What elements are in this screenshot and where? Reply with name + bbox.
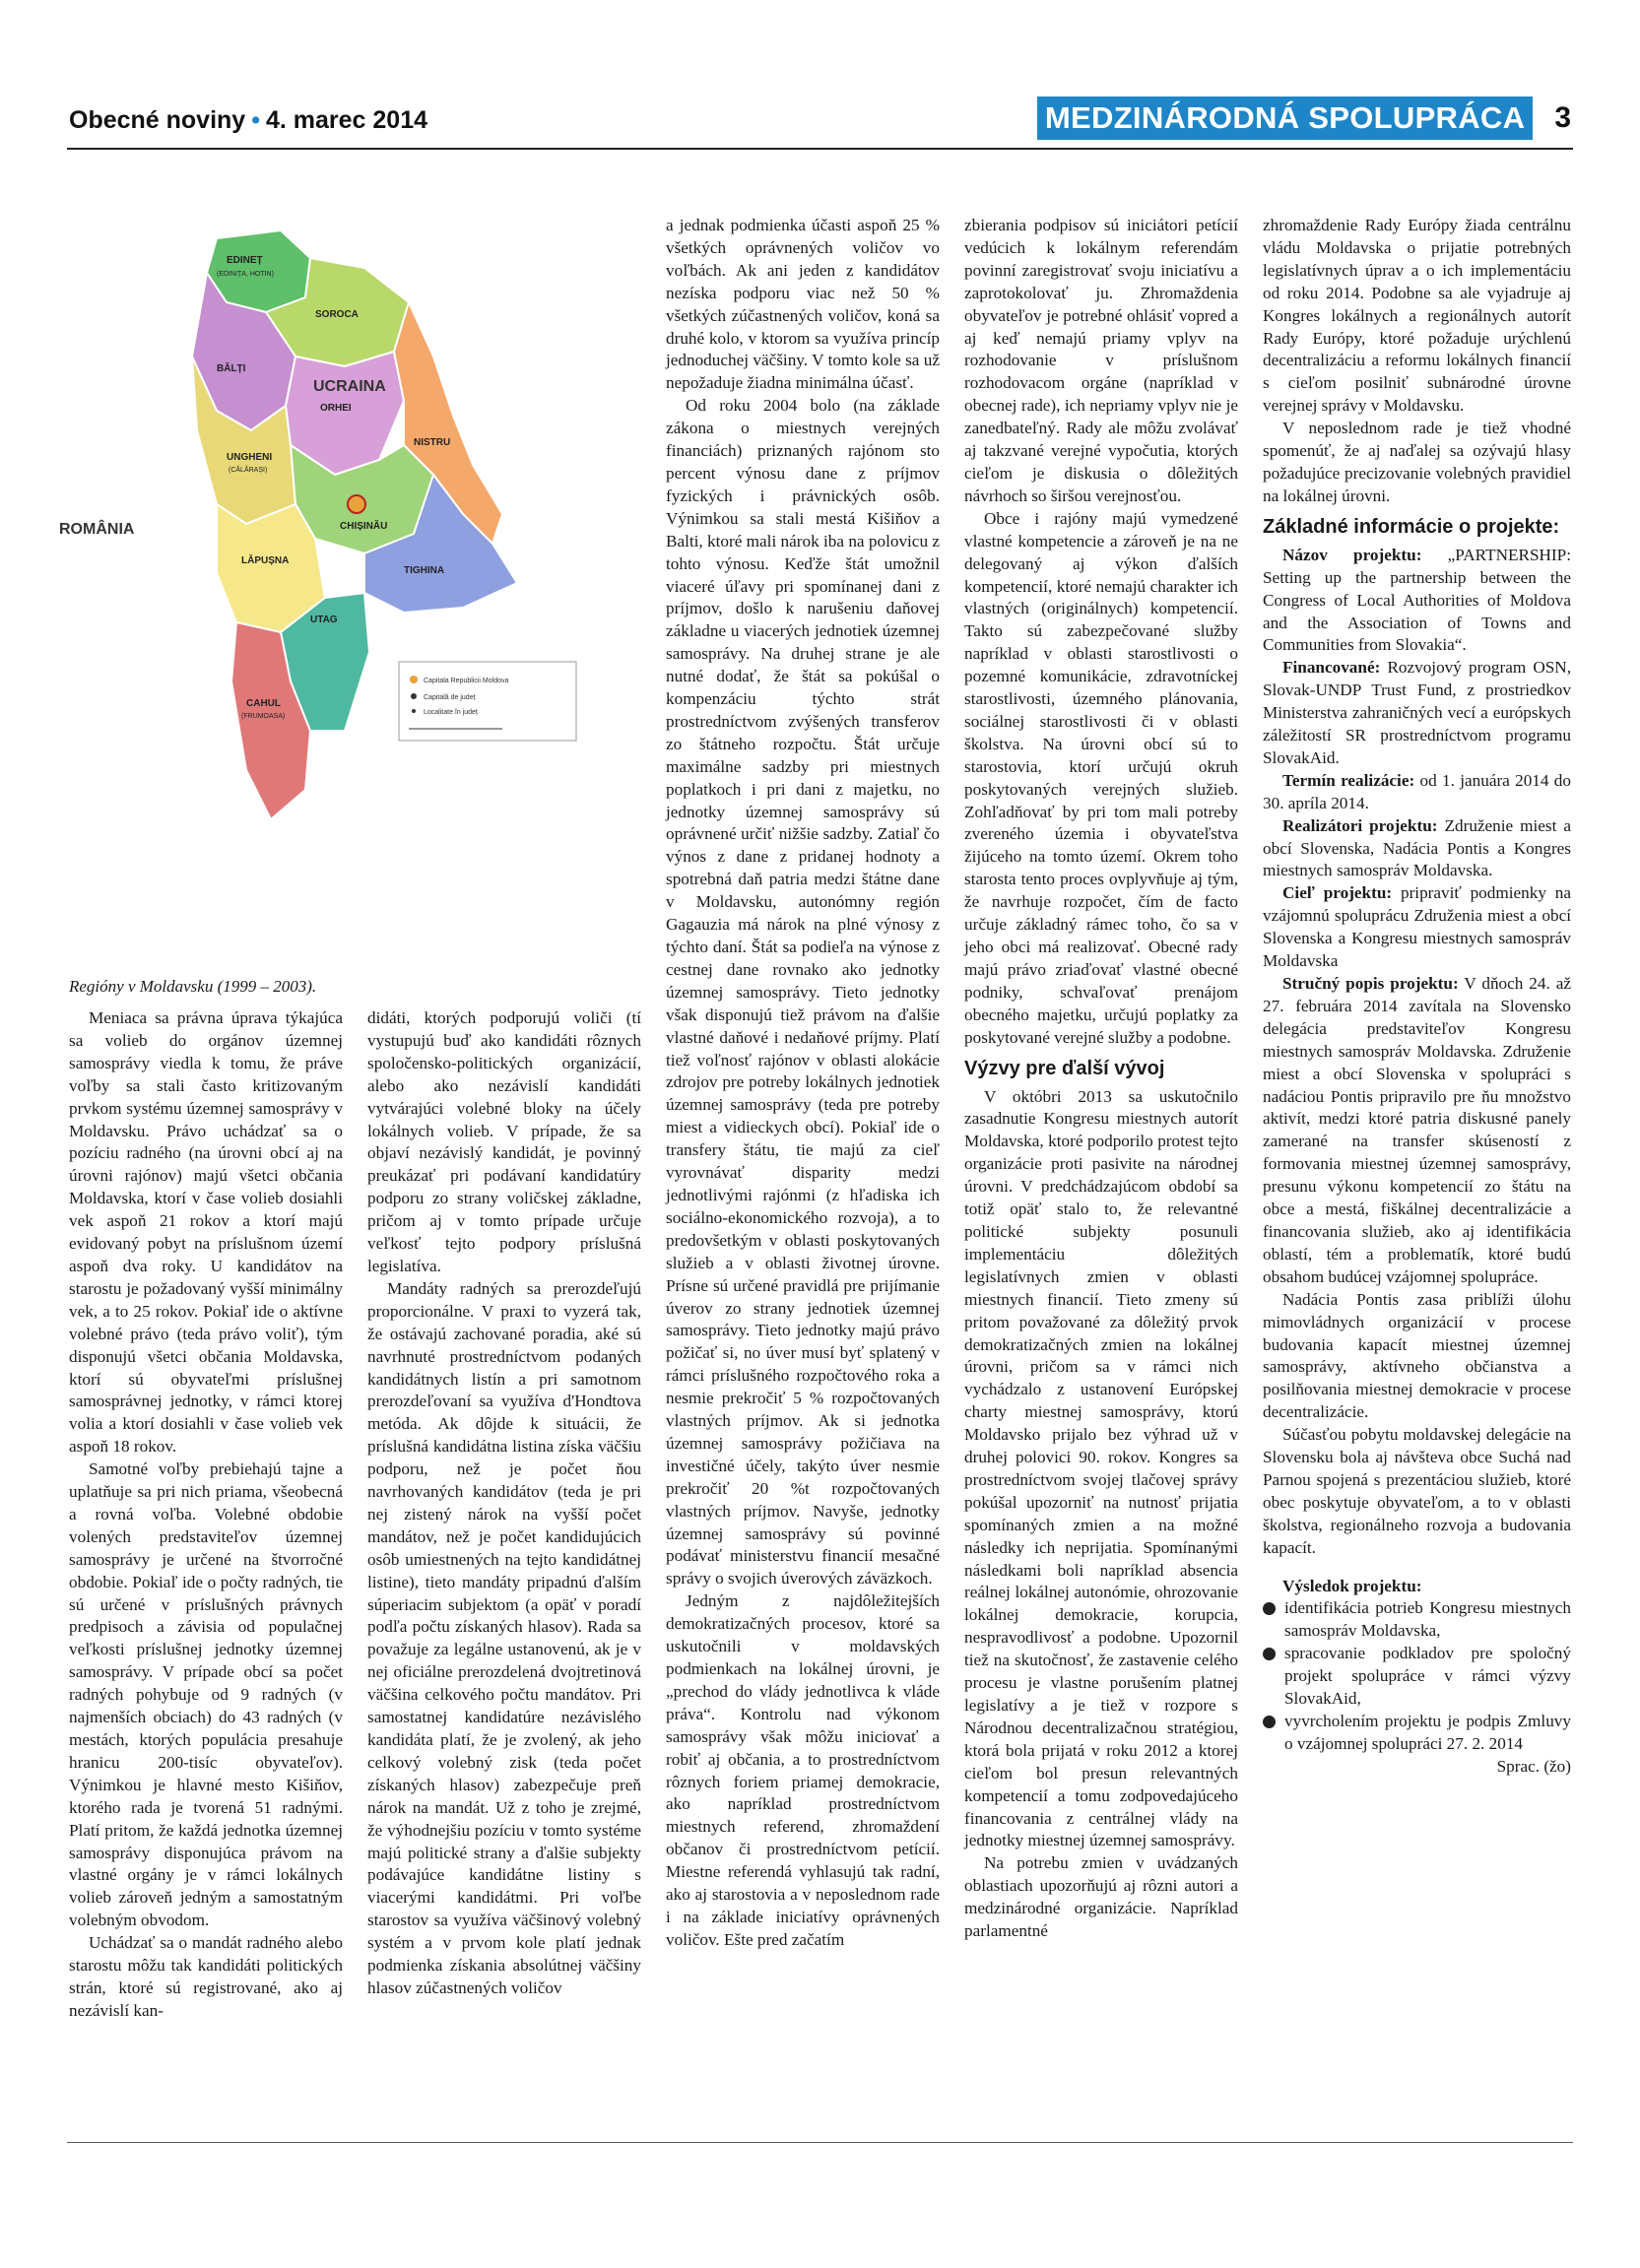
map-label-region-sub: (CĂLĂRAȘI) [229, 467, 268, 474]
info-text: od 1. januára 2014 do 30. apríla 2014. [1263, 770, 1571, 812]
moldova-regions-map [59, 219, 660, 962]
legend-item: Capitala Republicii Moldova [424, 678, 509, 684]
section-header [1037, 97, 1571, 140]
paragraph: Jedným z najdôležitejších demokratizačných procesov, ktoré sa uskutočnili v moldavských podmienkach na lokálnej úrovni, je „prechod do vlády jednotlivca k vláde práva“. Kontrolu nad výkonom samosprávy však môžu iniciovať a robiť aj občania, a to prostredníctvom rôznych foriem priamej demokracie, ako napríklad prostredníctvom miestnych referend, zhromaždení občanov či prostredníctvom petícií. Miestne referendá vyhlasujú tak radní, ako aj starostovia a v neposlednom rade i na základe iniciatívy oprávnených voličov. Ešte pred začatím [666, 1591, 940, 1949]
paragraph: didáti, ktorých podporujú voliči (tí vystupujú buď ako kandidáti rôznych spoločensko-politických organizácií, alebo ako nezávislí kandidáti vytvárajúci volebné bloky na účely lokálnych volieb. V prípade, že sa objaví nezávislý kandidát, je povinný preukázať pri podávaní kandidatúry podporu zo strany voličskej základne, pričom aj v tomto prípade určuje veľkosť tejto podpory príslušná legislatíva. [367, 1008, 641, 1275]
map-legend [399, 662, 576, 741]
result-text: identifikácia potrieb Kongresu miestnych samospráv Moldavska, [1284, 1598, 1571, 1641]
result-text: spracovanie podkladov pre spoločný projekt spolupráce v rámci výzvy SlovakAid, [1284, 1644, 1571, 1709]
legend-item: Localitate în județ [424, 709, 478, 716]
bullet-icon [1263, 1602, 1276, 1615]
signature: Sprac. (žo) [1496, 1756, 1571, 1776]
map-caption: Regióny v Moldavsku (1999 – 2003). [69, 977, 317, 996]
info-text: V dňoch 24. až 27. februára 2014 zavítala na Slovensko delegácia predstaviteľov Kongresu miestnych samospráv Moldavska. Združenie miest a obcí Slovenska v spolupráci s nadáciou Pontis pripravilo pre ňu množstvo aktivít, medzi ktoré patria diskusné panely zamerané na transfer skúseností z formovania miestnej územnej samosprávy, presunu výkonu kompetencií zo štátu na obce a mestá, fiškálnej decentralizácie a financovania služieb, ako aj identifikácia oblastí, tém a problematík, ktoré budú obsahom budúcej vzájomnej spolupráce. [1263, 974, 1571, 1286]
header-rule [67, 148, 1573, 150]
paragraph: Samotné voľby prebiehajú tajne a uplatňuje sa pri nich priama, všeobecná a rovná voľba. Volebné obdobie volených predstaviteľov územnej samosprávy je určené na štvorročné obdobie. Pokiaľ ide o počty radných, tie sú určené v príslušných právnych predpisoch a závisia od populačnej veľkosti príslušnej jednotky územnej samosprávy. V prípade obcí sa počet radných pohybuje od 9 radných (v najmenších obciach) do 43 radných (v mestách, ktorých populácia presahuje hranicu 200-tisíc obyvateľov). Výnimkou je hlavné mesto Kišiňov, ktorého rada je tvorená 51 radnými. Platí pritom, že každá jednotka územnej samosprávy disponujúca právom na vlastné orgány je v rámci lokálnych volieb zároveň jedným a samostatným volebným obvodom. [69, 1459, 343, 1930]
paragraph: Obce i rajóny majú vymedzené vlastné kompetencie a zároveň je na ne delegovaný aj výkon ďalších kompetencií, ktoré nemajú charakter ich vlastných (originálnych) kompetencií. Takto sú zabezpečované služby napríklad v oblasti starostlivosti o pozemné komunikácie, zdravotníckej starostlivosti, územného plánovania, sociálnej starostlivosti či v oblasti školstva. Na úrovni obcí sú to starostovia, ktorí určujú okruh poskytovaných verejných služieb. Zohľadňovať by pri tom mali potreby zvereného územia i obyvateľstva žijúceho na tomto území. Okrem toho starosta tento proces ovplyvňuje aj tým, že navrhuje rozpočet, čím de facto určuje základný rámec toho, čo sa v jeho obci má realizovať. Obecné rady majú právo zriaďovať vlastné obecné podniky, schvaľovať prenájom obecného majetku, určujú poplatky za poskytované verejné služby a podobne. [964, 508, 1238, 1047]
article-column-4 [964, 215, 1238, 1943]
page-number: 3 [1554, 101, 1571, 134]
paragraph: zbierania podpisov sú iniciátori petícií vedúcich k lokálnym referendám povinní zaregistrovať svoju iniciatívu a zaprotokolovať ju. Zhromaždenia obyvateľov je potrebné ohlásiť vopred a aj keď nemajú priamy vplyv na rozhodovanie v príslušnom rozhodovacom orgáne (napríklad v obecnej rade), ich nepriamy vplyv nie je zanedbateľný. Rady ale môžu zvolávať aj takzvané verejné vypočutia, ktorých cieľom je diskusia o dôležitých návrhoch so širšou verejnosťou. [964, 216, 1238, 505]
map-label-region-sub: (EDINIȚA, HOTIN) [217, 271, 274, 278]
footer-rule [67, 2142, 1573, 2143]
masthead [69, 106, 427, 135]
result-item [1263, 1711, 1571, 1756]
info-box-heading: Základné informácie o projekte: [1263, 515, 1560, 538]
map-label-region: EDINEȚ [227, 255, 263, 266]
map-label-region: ORHEI [320, 403, 352, 414]
map-label-country: ROMÂNIA [59, 521, 135, 538]
info-label: Názov projektu: [1282, 545, 1422, 564]
paragraph: V októbri 2013 sa uskutočnilo zasadnutie Kongresu miestnych autorít Moldavska, ktoré podporilo protest tejto organizácie proti pasivite na národnej úrovni. V predchádzajúcom období sa totiž opäť stalo to, že relevantné politické subjekty posunuli implementáciu dôležitých legislatívnych zmien v oblasti miestnych financií. Tieto zmeny sú pritom považované za dôležitý prvok demokratizačných zmien na lokálnej úrovni, pričom sa v rámci nich vychádzalo z ustanovení Európskej charty miestnej samosprávy, ktorú Moldavsko prijalo bez výhrad už v druhej polovici 90. rokov. Kongres sa prostredníctvom svojej tlačovej správy pokúšal upozorniť na nutnosť prijatia spomínaných zmien a na možné následky ich neprijatia. Spomínanými následkami boli napríklad absencia reálnej lokálnej autonómie, ohrozovanie lokálnej demokracie, korupcia, nespravodlivosť a podobne. Upozornil tiež na skutočnosť, že zastavenie celého procesu je vlastne porušením platnej legislatívy a je tiež v rozpore s Národnou decentralizačnou stratégiou, ktorá bola prijatá v roku 2012 a ktorej cieľom bol presun relevantných kompetencií a tomu zodpovedajúceho financovania z centrálnej vlády na jednotky miestnej územnej samosprávy. [964, 1086, 1238, 1850]
section-title: MEDZINÁRODNÁ SPOLUPRÁCA [1037, 97, 1533, 140]
paragraph: Na potrebu zmien v uvádzaných oblastiach upozorňujú aj rôzni autori a medzinárodné organizácie. Napríklad parlamentné [964, 1853, 1238, 1941]
info-text: Združenie miest a obcí Slovenska, Nadácia Pontis a Kongres miestnych samospráv Moldavska. [1263, 815, 1571, 880]
result-item [1263, 1643, 1571, 1711]
info-text: „PARTNERSHIP: Setting up the partnership between the Congress of Local Authorities of Moldova and the Association of Towns and Communities from Slovakia“. [1263, 545, 1571, 655]
info-label: Termín realizácie: [1282, 770, 1415, 790]
info-item [1263, 815, 1571, 883]
paragraph: zhromaždenie Rady Európy žiada centrálnu vládu Moldavska o prijatie potrebných legislatívnych úprav a o ich implementáciu od roku 2014. Podobne sa ale vyjadruje aj Kongres lokálnych a regionálnych autorít Rady Európy, ktoré požaduje urýchlenú decentralizáciu a reformu lokálnych financií s cieľom posilniť subnárodné úrovne verejnej správy v Moldavsku. [1263, 216, 1571, 416]
info-item [1263, 545, 1571, 658]
section-heading: Výzvy pre ďalší vývoj [964, 1057, 1165, 1079]
legend-item: Capitală de județ [424, 694, 476, 701]
result-label: Výsledok projektu: [1282, 1576, 1422, 1595]
info-item [1263, 770, 1571, 815]
map-label-region-sub: (FRUMOASA) [241, 713, 286, 720]
map-label-region: UNGHENI [227, 452, 273, 463]
paragraph: Nadácia Pontis zasa priblíži úlohu mimovládnych organizácií v procese budovania kapacít miestnej územnej samosprávy, aktívneho občianstva a posilňovania miestnej demokracie v procese decentralizácie. [1263, 1289, 1571, 1422]
map-label-country: UCRAINA [313, 378, 386, 395]
map-label-region: TIGHINA [404, 565, 445, 576]
paragraph: Od roku 2004 bolo (na základe zákona o miestnych verejných financiách) priznaných rajónom sto percent výnosu dane z príjmov fyzických i právnických osôb. Výnimkou sa stali mestá Kišiňov a Balti, ktoré mali nárok iba na polovicu z tohto výnosu. Keďže štát umožnil viaceré úľavy pri spomínanej dani z príjmov, došlo k narušeniu daňovej základne u viacerých jednotiek územnej samosprávy. Na druhej strane je ale nutné dodať, že štát sa pokúšal o kompenzáciu týchto strát prostredníctvom zvýšených transferov zo štátneho rozpočtu. Štát určuje maximálne sadzby pri miestnych poplatkoch i pri dani z majetku, no jednotky územnej samosprávy sú oprávnené určiť nižšie sadzby. Zatiaľ čo výnos z dane z pridanej hodnoty a spotrebná daň patria medzi štátne dane v Moldavsku, autonómny región Gagauzia má nárok na plné výnosy z týchto daní. Štát sa podieľa na výnose z cestnej dane rovnako ako jednotky územnej samosprávy. Tieto jednotky však disponujú tiež právom na ďalšie vlastné daňové i nedaňové príjmy. Platí tiež voľnosť rajónov v oblasti alokácie zdrojov pre potreby lokálnych jednotiek územnej samosprávy (teda pre potreby miest a vidieckych obcí). Pokiaľ ide o transfery štátu, tie majú za cieľ vyrovnávať disparity medzi jednotlivými rajónmi (z hľadiska ich sociálno-ekonomického rozvoja), a to predovšetkým v oblasti poskytovaných služieb a v oblasti životnej úrovne. Prísne sú určené pravidlá pre prijímanie úverov zo strany jednotiek územnej samosprávy. Tieto jednotky majú právo požičať si, no úver musí byť splatený v rámci príslušného rozpočtového roka a nesmie prekročiť 5 % rozpočtovaných vlastných príjmov. Ak si jednotka územnej samosprávy požičiava na investičné účely, takýto úver nesmie prekročiť 20 %t rozpočtovaných vlastných príjmov. Navyše, jednotky územnej samosprávy sú povinné podávať ministerstvu financií mesačné správy o svojich úverových záväzkoch. [666, 396, 940, 1588]
paragraph: Uchádzať sa o mandát radného alebo starostu môžu tak kandidáti politických strán, ktoré sú registrované, ako aj nezávislí kan- [69, 1933, 343, 2020]
info-item [1263, 882, 1571, 973]
article-column-5 [1263, 215, 1571, 1779]
paper-name: Obecné noviny [69, 106, 246, 134]
map-label-region: NISTRU [414, 437, 451, 448]
issue-date: 4. marec 2014 [265, 106, 428, 134]
info-label: Realizátori projektu: [1282, 815, 1438, 835]
paragraph: V neposlednom rade je tiež vhodné spomenúť, že aj naďalej sa ozývajú hlasy požadujúce precizovanie volebných pravidiel na lokálnej úrovni. [1263, 419, 1571, 505]
map-label-region: CAHUL [246, 698, 281, 709]
article-column-2 [367, 1007, 641, 2000]
map-label-region: UTAG [310, 615, 338, 625]
map-label-region: LĂPUȘNA [241, 555, 290, 566]
info-item [1263, 973, 1571, 1289]
info-item [1263, 657, 1571, 770]
info-text: Rozvojový program OSN, Slovak-UNDP Trust Fund, z prostriedkov Ministerstva zahraničných vecí a európskych záležitostí SR prostredníctvom programu SlovakAid. [1263, 658, 1572, 767]
separator-dot: • [251, 106, 260, 134]
article-column-1 [69, 1007, 343, 2023]
article-column-3 [666, 215, 940, 1952]
map-label-region: BĂLȚI [217, 363, 246, 374]
info-text: pripraviť podmienky na vzájomnú spoluprácu Združenia miest a obcí Slovenska a Kongresu miestnych samospráv Moldavska [1263, 883, 1572, 971]
paragraph: Meniaca sa právna úprava týkajúca sa volieb do orgánov územnej samosprávy viedla k tomu, že práve voľby sa stali často kritizovaným prvkom systému územnej samosprávy v Moldavsku. Právo uchádzať sa o pozíciu radného (na úrovni obcí aj na úrovni rajónov) majú všetci občania Moldavska, ktorí v čase volieb dosiahli vek aspoň 21 rokov a ktorí majú evidovaný pobyt na príslušnom území aspoň dva roky. U kandidátov na starostu je požadovaný vyšší minimálny vek, a to 25 rokov. Pokiaľ ide o aktívne volebné právo (teda právo voliť), tým disponujú všetci občania Moldavska, ktorí sú obyvateľmi príslušnej samosprávnej jednotky, v rámci ktorej volia a ktorí dosiahli v čase volieb vek aspoň 18 rokov. [69, 1008, 343, 1457]
info-label: Cieľ projektu: [1282, 883, 1393, 903]
info-label: Financované: [1282, 658, 1381, 678]
capital-marker [348, 495, 365, 513]
bullet-icon [1263, 1648, 1276, 1660]
paragraph: Súčasťou pobytu moldavskej delegácie na Slovensku bola aj návšteva obce Suchá nad Parnou spojená s prezentáciou služieb, ktoré obec poskytuje obyvateľom, a to v oblasti školstva, regionálneho rozvoja a budovania kapacít. [1263, 1425, 1571, 1557]
bullet-icon [1263, 1716, 1276, 1728]
info-label: Stručný popis projektu: [1282, 974, 1459, 993]
paragraph: a jednak podmienka účasti aspoň 25 % všetkých oprávnených voličov vo voľbách. Ak ani jeden z kandidátov nezíska podporu viac než 50 % všetkých zúčastnených voličov, koná sa druhé kolo, v ktorom sa využíva princíp jednoduchej väčšiny. V tomto kole sa už nepožaduje žiadna minimálna účasť. [666, 216, 940, 393]
map-label-region: CHIȘINĂU [340, 521, 388, 532]
result-item [1263, 1597, 1571, 1643]
result-text: vyvrcholením projektu je podpis Zmluvy o vzájomnej spolupráci 27. 2. 2014 [1284, 1712, 1571, 1753]
paragraph: Mandáty radných sa prerozdeľujú proporcionálne. V praxi to vyzerá tak, že ostávajú zachované poradia, aké sú navrhnuté prostredníctvom podaných kandidátnych listín a pri samotnom prerozdeľovaní sa využíva d'Hondtova metóda. Ak dôjde k situácii, že príslušná kandidátna listina získa väčšiu podporu, než je počet ňou navrhovaných kandidátov (teda je pri nej zistený nárok na vyšší počet mandátov, než je počet kandidujúcich osôb umiestnených na tejto kandidátnej listine), tieto mandáty pripadnú ďalším súperiacim subjektom (a opäť v poradí podľa počtu získaných hlasov). Rada sa považuje za legálne ustanovenú, ak je v nej oficiálne prerozdelená dvojtretinová väčšina celkového počtu mandátov. Pri samostatnej kandidatúre nezávislého kandidáta platí, že je zvolený, ak jeho celkový volebný zisk (teda počet získaných hlasov) zabezpečuje preň nárok na mandát. Už z toho je zrejmé, že výhodnejšiu pozíciu v tomto systéme majú politické strany a ďalšie subjekty podávajúce kandidátne listiny s viacerými kandidátmi. Pri voľbe starostov sa využíva väčšinový volebný systém a v prvom kole platí jednak podmienka získania absolútnej väčšiny hlasov zúčastnených voličov [367, 1278, 641, 1997]
map-label-region: SOROCA [315, 309, 359, 320]
